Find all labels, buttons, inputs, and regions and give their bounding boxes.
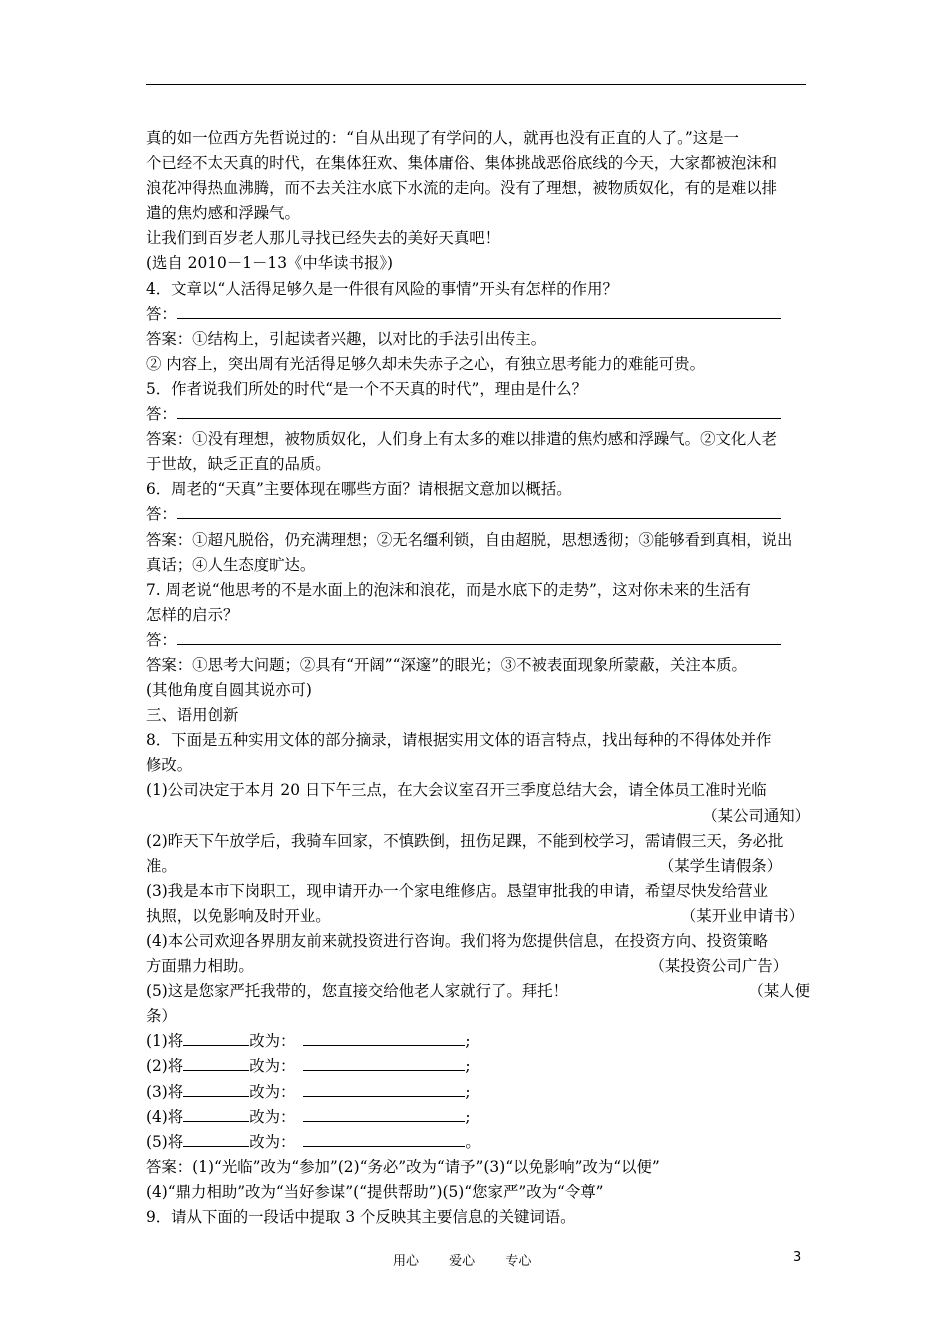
answer-8-line-1: 答案：(1)“光临”改为“参加”(2)“务必”改为“请予”(3)“以免影响”改为“以便” xyxy=(146,1157,660,1176)
question-8-line-2: 修改。 xyxy=(146,756,193,775)
answer-blank-4 xyxy=(146,302,810,327)
fill-end: ; xyxy=(465,1032,471,1051)
answer-4-line-1: 答案：①结构上，引起读者兴趣，以对比的手法引出传主。 xyxy=(146,329,547,348)
item-3-source: （某开业申请书） xyxy=(680,906,804,925)
item-5-cont: 条） xyxy=(146,1007,177,1026)
answer-label: 答： xyxy=(146,304,177,323)
fill-blank-original xyxy=(183,1033,249,1046)
item-4-source: （某投资公司广告） xyxy=(649,957,788,976)
fill-change-label: 改为： xyxy=(249,1132,296,1151)
page-number: 3 xyxy=(793,1250,802,1265)
answer-blank-7 xyxy=(146,628,810,653)
fill-blank-revised xyxy=(303,1084,465,1097)
answer-underline xyxy=(177,306,781,319)
text-line: 个已经不太天真的时代，在集体狂欢、集体庸俗、集体挑战恶俗底线的今天，大家都被泡沫和 xyxy=(146,154,778,173)
fill-blank-original xyxy=(183,1058,249,1071)
document-body xyxy=(146,126,810,1230)
text-line: 真的如一位西方先哲说过的：“自从出现了有学问的人，就再也没有正直的人了。”这是一 xyxy=(146,129,739,147)
fill-blank-revised xyxy=(303,1134,465,1147)
fill-change-label: 改为： xyxy=(249,1057,296,1076)
fill-label: (4)将 xyxy=(146,1107,184,1126)
item-4-tail: 方面鼎力相助。 xyxy=(146,957,254,976)
question-7-line-1: 7. 周老说“他思考的不是水面上的泡沫和浪花，而是水底下的走势”，这对你未来的生活有 xyxy=(146,580,751,599)
answer-6-line-1: 答案：①超凡脱俗，仍充满理想；②无名缰利锁，自由超脱，思想透彻；③能够看到真相，说出 xyxy=(146,530,793,549)
answer-7-line-2: (其他角度自圆其说亦可) xyxy=(146,681,312,700)
question-7-line-2: 怎样的启示？ xyxy=(146,605,239,624)
footer-word: 爱心 xyxy=(449,1254,476,1269)
answer-label: 答： xyxy=(146,405,177,424)
item-2: (2)昨天下午放学后，我骑车回家，不慎跌倒，扭伤足踝，不能到校学习，需请假三天，务必批 xyxy=(146,831,784,850)
fill-row-2 xyxy=(146,1054,810,1079)
item-2-tail: 准。 xyxy=(146,856,177,875)
item-2-source: （某学生请假条） xyxy=(658,856,782,875)
fill-blank-original xyxy=(183,1134,249,1147)
item-2-cont xyxy=(146,854,810,879)
answer-7-line-1: 答案：①思考大问题；②具有“开阔”“深邃”的眼光；③不被表面现象所蒙蔽，关注本质。 xyxy=(146,655,747,674)
fill-end: ; xyxy=(465,1082,471,1101)
question-9: 9．请从下面的一段话中提取 3 个反映其主要信息的关键词语。 xyxy=(146,1208,576,1227)
fill-row-3 xyxy=(146,1080,810,1105)
fill-blank-original xyxy=(183,1109,249,1122)
item-4: (4)本公司欢迎各界朋友前来就投资进行咨询。我们将为您提供信息，在投资方向、投资策略 xyxy=(146,932,769,950)
fill-blank-original xyxy=(183,1084,249,1097)
text-line: 让我们到百岁老人那儿寻找已经失去的美好天真吧！ xyxy=(146,229,500,248)
item-3-cont xyxy=(146,904,810,929)
fill-label: (5)将 xyxy=(146,1132,184,1151)
answer-5-line-2: 于世故，缺乏正直的品质。 xyxy=(146,455,331,474)
fill-end: ; xyxy=(465,1057,471,1076)
footer-word: 专心 xyxy=(505,1254,532,1269)
answer-8-line-2: (4)“鼎力相助”改为“当好参谋”(“提供帮助”)(5)“您家严”改为“令尊” xyxy=(146,1182,604,1201)
item-1: (1)公司决定于本月 20 日下午三点，在大会议室召开三季度总结大会，请全体员工准时光临 xyxy=(146,781,767,800)
text-line: 遣的焦灼感和浮躁气。 xyxy=(146,204,300,223)
footer-word: 用心 xyxy=(393,1254,420,1269)
answer-underline xyxy=(177,406,781,419)
answer-5-line-1: 答案：①没有理想，被物质奴化，人们身上有太多的难以排遣的焦灼感和浮躁气。②文化人老 xyxy=(146,430,778,449)
item-3-tail: 执照，以免影响及时开业。 xyxy=(146,906,331,925)
answer-underline xyxy=(177,506,781,519)
fill-change-label: 改为： xyxy=(249,1082,296,1101)
question-4: 4．文章以“人活得足够久是一件很有风险的事情”开头有怎样的作用？ xyxy=(146,279,618,298)
item-3: (3)我是本市下岗职工，现申请开办一个家电维修店。恳望审批我的申请，希望尽快发给营业 xyxy=(146,881,769,900)
fill-row-4 xyxy=(146,1105,810,1130)
answer-4-line-2: ② 内容上，突出周有光活得足够久却未失赤子之心，有独立思考能力的难能可贵。 xyxy=(146,354,705,373)
fill-row-1 xyxy=(146,1029,810,1054)
section-heading: 三、语用创新 xyxy=(146,706,239,725)
question-8-line-1: 8．下面是五种实用文体的部分摘录，请根据实用文体的语言特点，找出每种的不得体处并作 xyxy=(146,731,772,750)
answer-blank-5 xyxy=(146,402,810,427)
fill-blank-revised xyxy=(303,1058,465,1071)
question-5: 5．作者说我们所处的时代“是一个不天真的时代”，理由是什么？ xyxy=(146,379,588,398)
item-1-source: （某公司通知） xyxy=(702,806,810,825)
question-6: 6．周老的“天真”主要体现在哪些方面？请根据文意加以概括。 xyxy=(146,480,572,499)
fill-blank-revised xyxy=(303,1033,465,1046)
item-4-cont xyxy=(146,954,810,979)
fill-end: 。 xyxy=(465,1132,481,1151)
fill-label: (2)将 xyxy=(146,1057,184,1076)
fill-end: ; xyxy=(465,1107,471,1126)
answer-blank-6 xyxy=(146,502,810,527)
fill-change-label: 改为： xyxy=(249,1032,296,1051)
footer-motto xyxy=(393,1250,557,1269)
answer-underline xyxy=(177,632,781,645)
fill-row-5 xyxy=(146,1130,810,1155)
fill-label: (3)将 xyxy=(146,1082,184,1101)
answer-label: 答： xyxy=(146,630,177,649)
answer-label: 答： xyxy=(146,505,177,524)
item-5 xyxy=(146,979,810,1004)
source-citation: (选自 2010－1－13《中华读书报》) xyxy=(146,254,394,273)
fill-label: (1)将 xyxy=(146,1032,184,1051)
header-rule xyxy=(146,84,806,85)
text-line: 浪花冲得热血沸腾，而不去关注水底下水流的走向。没有了理想，被物质奴化，有的是难以排 xyxy=(146,179,778,198)
item-5-text: (5)这是您家严托我带的，您直接交给他老人家就行了。拜托！ xyxy=(146,982,568,1001)
item-5-source: （某人便 xyxy=(748,982,810,1001)
answer-6-line-2: 真话；④人生态度旷达。 xyxy=(146,555,316,574)
fill-change-label: 改为： xyxy=(249,1107,296,1126)
fill-blank-revised xyxy=(303,1109,465,1122)
